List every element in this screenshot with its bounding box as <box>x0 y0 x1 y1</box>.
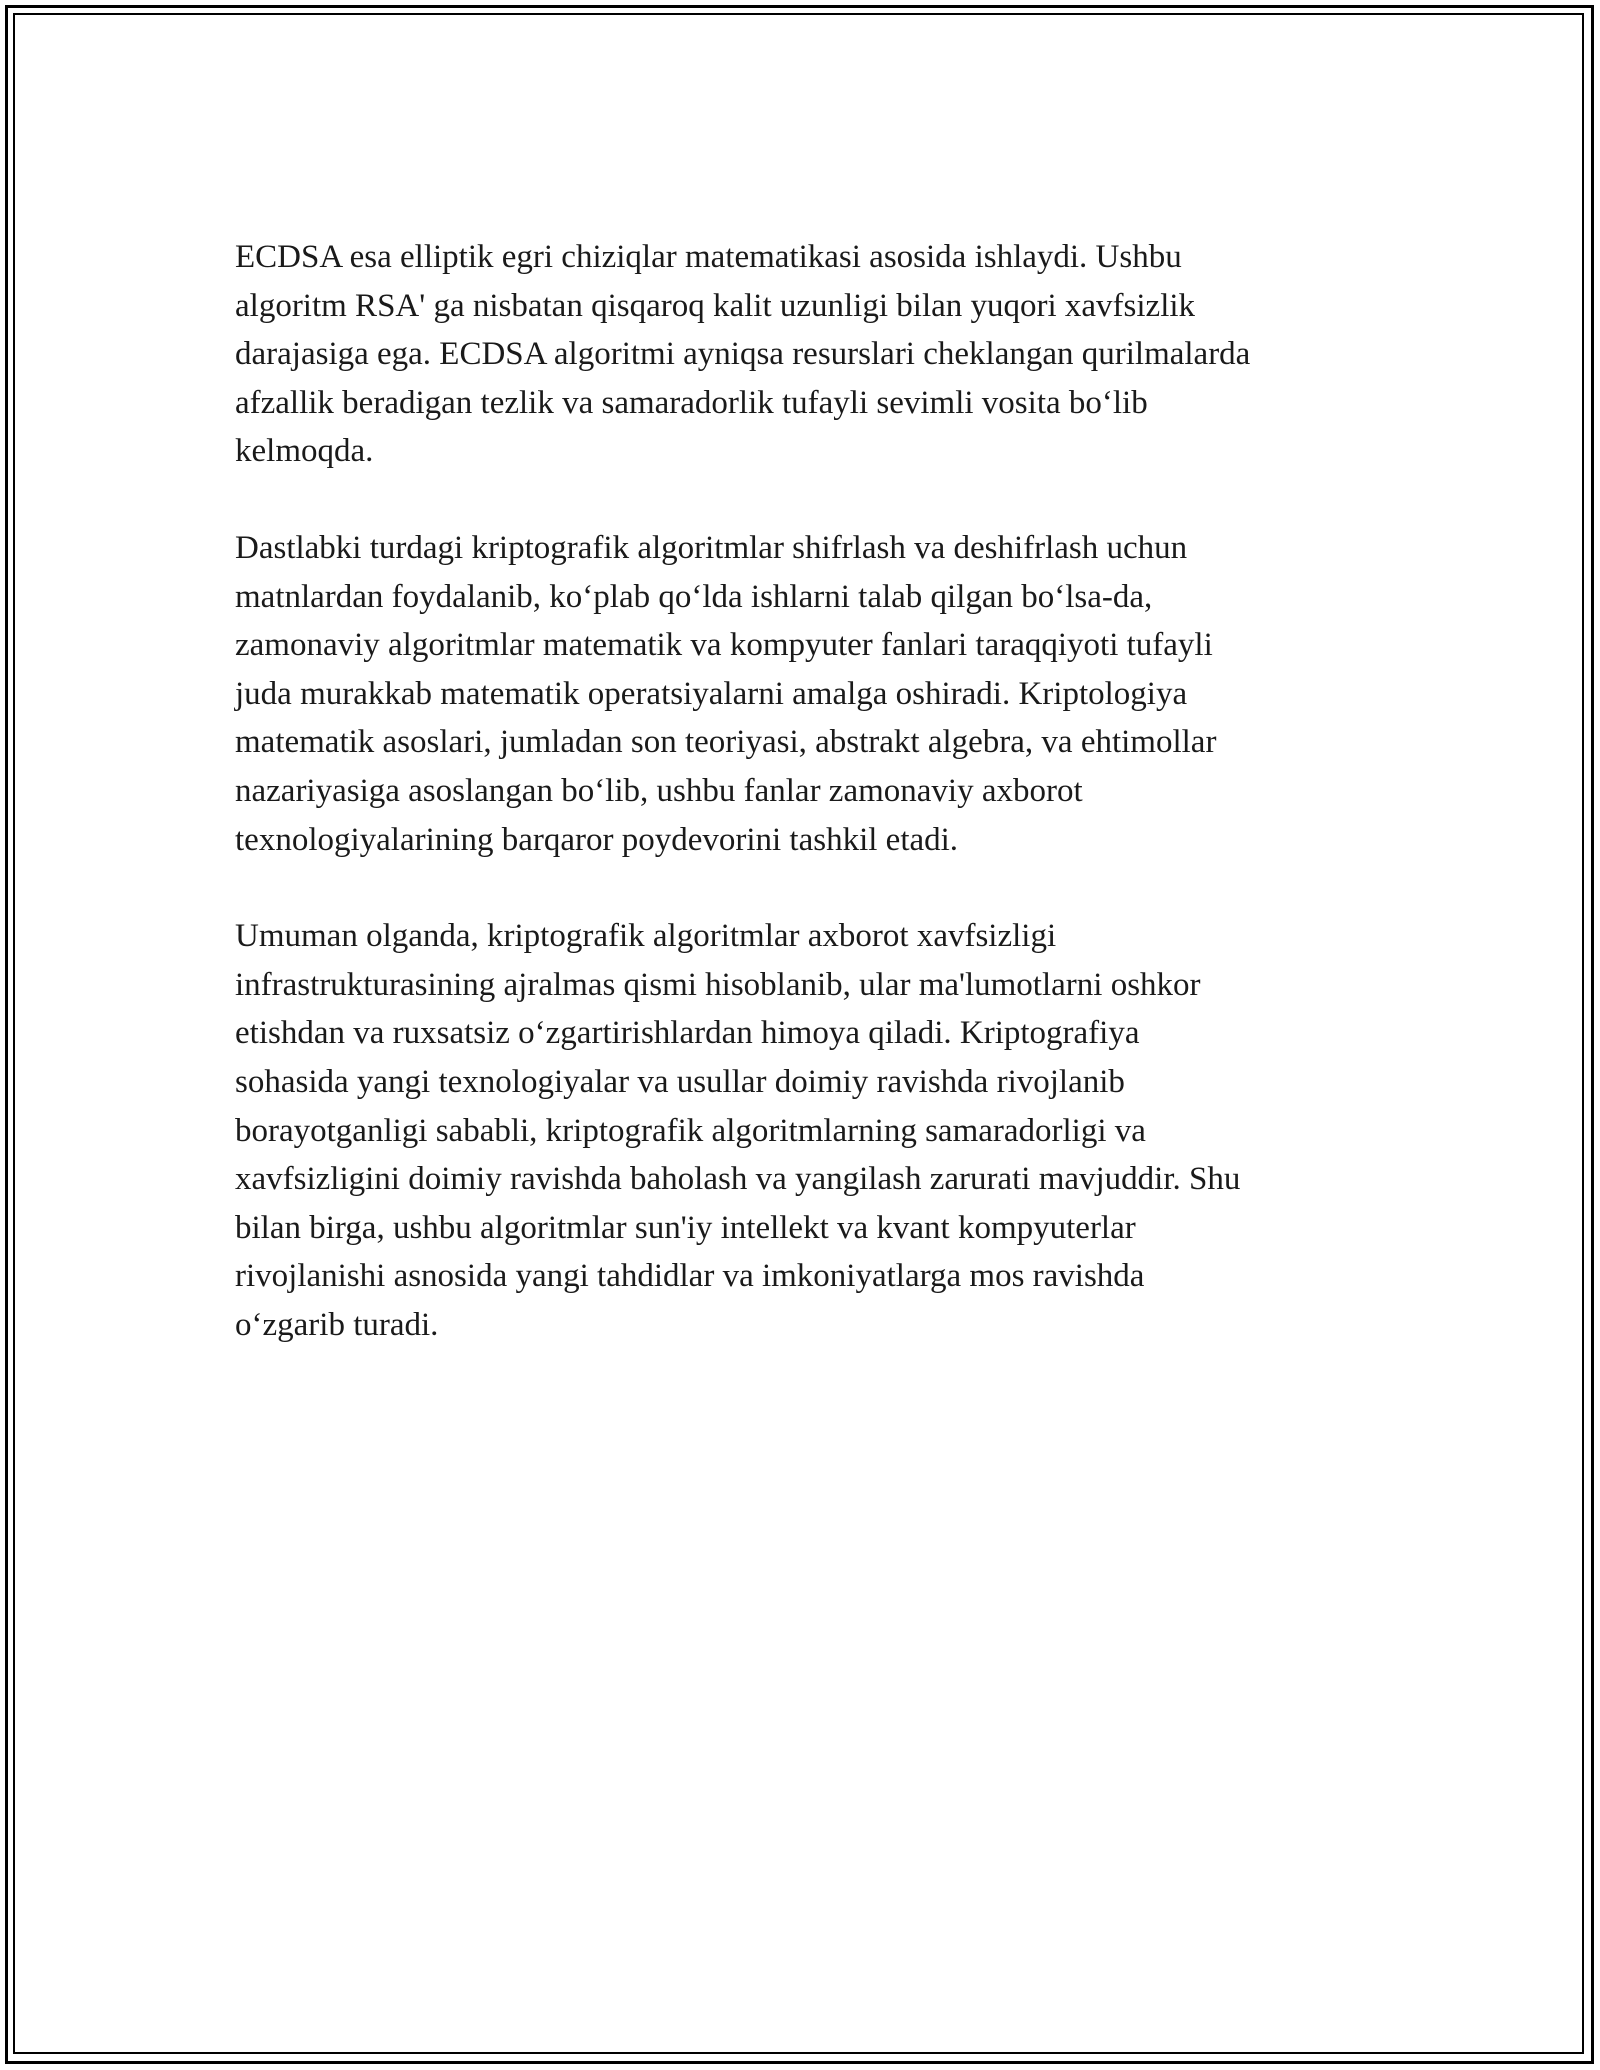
paragraph-ecdsa: ECDSA esa elliptik egri chiziqlar matematikasi asosida ishlaydi. Ushbu algoritm RSA' ga nisbatan qisqaroq kalit uzunligi bilan yuqori xavfsizlik darajasiga ega. ECDSA algoritmi ayniqsa resurslari cheklangan qurilmalarda afzallik beradigan tezlik va samaradorlik tufayli sevimli vosita bo‘lib kelmoqda. <box>235 239 1251 470</box>
document-body <box>235 233 1395 1397</box>
paragraph-history: Dastlabki turdagi kriptografik algoritmlar shifrlash va deshifrlash uchun matnlardan foydalanib, ko‘plab qo‘lda ishlarni talab qilgan bo‘lsa-da, zamonaviy algoritmlar matematik va kompyuter fanlari taraqqiyoti tufayli juda murakkab matematik operatsiyalarni amalga oshiradi. Kriptologiya matematik asoslari, jumladan son teoriyasi, abstrakt algebra, va ehtimollar nazariyasiga asoslangan bo‘lib, ushbu fanlar zamonaviy axborot texnologiyalarining barqaror poydevorini tashkil etadi. <box>235 529 1217 858</box>
paragraph-conclusion: Umuman olganda, kriptografik algoritmlar axborot xavfsizligi infrastrukturasining ajralmas qismi hisoblanib, ular ma'lumotlarni oshkor etishdan va ruxsatsiz o‘zgartirishlardan himoya qiladi. Kriptografiya sohasida yangi texnologiyalar va usullar doimiy ravishda rivojlanib borayotganligi sababli, kriptografik algoritmlarning samaradorligi va xavfsizligini doimiy ravishda baholash va yangilash zarurati mavjuddir. Shu bilan birga, ushbu algoritmlar sun'iy intellekt va kvant kompyuterlar rivojlanishi asnosida yangi tahdidlar va imkoniyatlarga mos ravishda o‘zgarib turadi. <box>235 918 1241 1343</box>
